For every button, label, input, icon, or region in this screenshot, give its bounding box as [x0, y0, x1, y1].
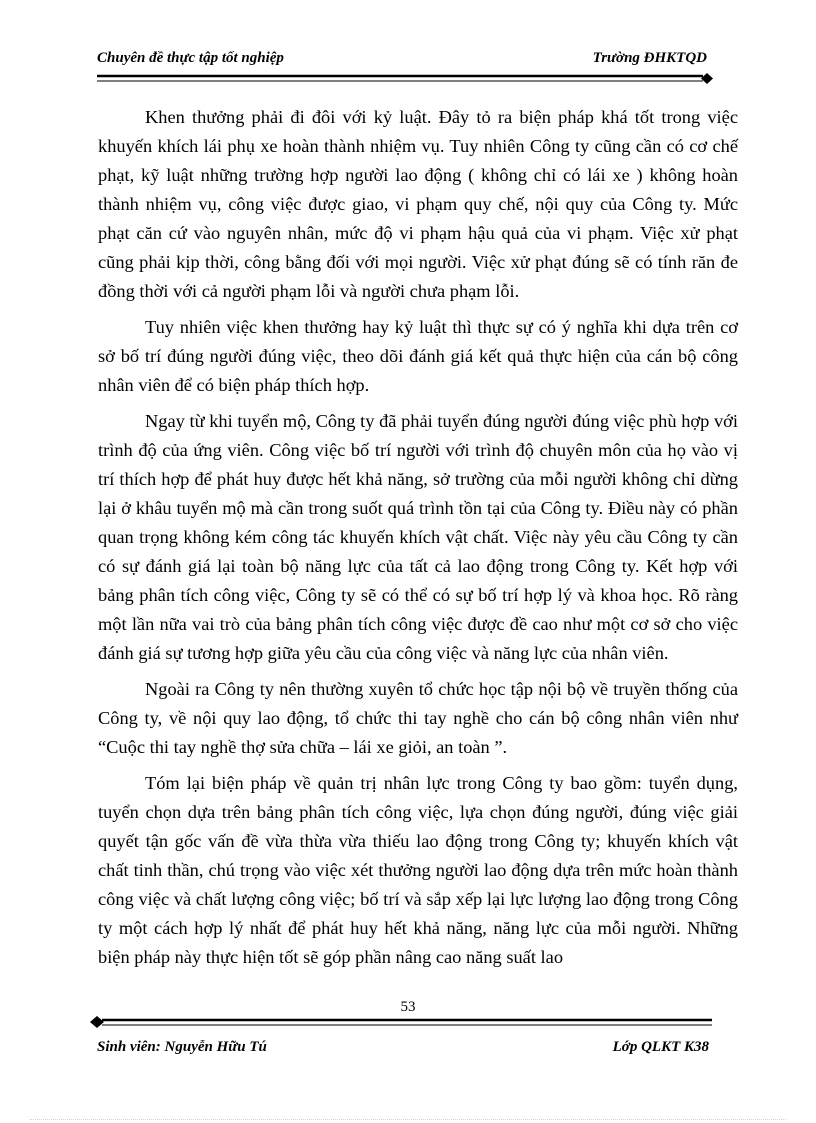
footer-rule [90, 1015, 712, 1029]
paragraph: Ngay từ khi tuyển mộ, Công ty đã phải tuyển đúng người đúng việc phù hợp với trình độ của ứng viên. Công việc bố trí người với trình độ chuyên môn của họ vào vị trí thích hợp để phát huy được hết khả năng, sở trường của mỗi người không chỉ dừng lại ở khâu tuyển mộ mà cần trong suốt quá trình tồn tại của Công ty. Điều này có phần quan trọng không kém công tác khuyến khích vật chất. Việc này yêu cầu Công ty cần có sự đánh giá lại toàn bộ năng lực của tất cả lao động trong Công ty. Kết hợp với bảng phân tích công việc, Công ty sẽ có thể có sự bố trí hợp lý và khoa học. Rõ ràng một lần nữa vai trò của bảng phân tích công việc được đề cao như một cơ sở cho việc đánh giá sự tương hợp giữa yêu cầu của công việc và năng lực của nhân viên. [98, 411, 738, 663]
page-header [97, 48, 709, 72]
header-document-title: Chuyên đề thực tập tốt nghiệp [97, 50, 284, 66]
header-rule-diamond-icon [701, 73, 713, 84]
page-footer [97, 1037, 709, 1059]
footer-student-name: Sinh viên: Nguyễn Hữu Tú [97, 1039, 267, 1055]
page-bottom-border [30, 1119, 786, 1120]
paragraph: Khen thưởng phải đi đôi với kỷ luật. Đây tỏ ra biện pháp khá tốt trong việc khuyến khích lái phụ xe hoàn thành nhiệm vụ. Tuy nhiên Công ty cũng cần có cơ chế phạt, kỹ luật những trường hợp người lao động ( không chỉ có lái xe ) không hoàn thành nhiệm vụ, công việc được giao, vi phạm quy chế, nội quy của Công ty. Mức phạt căn cứ vào nguyên nhân, mức độ vi phạm hậu quả của vi phạm. Việc xử phạt cũng phải kịp thời, công bằng đối với mọi người. Việc xử phạt đúng sẽ có tính răn đe đồng thời với cả người phạm lỗi và người chưa phạm lỗi. [98, 107, 738, 301]
footer-rule-diamond-icon [90, 1016, 104, 1028]
paragraph: Tóm lại biện pháp về quản trị nhân lực trong Công ty bao gồm: tuyển dụng, tuyển chọn dựa trên bảng phân tích công việc, lựa chọn đúng người, đúng việc giải quyết tận gốc vấn đề vừa thừa vừa thiếu lao động trong Công ty; khuyến khích vật chất tinh thần, chú trọng vào việc xét thưởng người lao động dựa trên mức hoàn thành công việc và chất lượng công việc; bố trí và sắp xếp lại lực lượng lao động trong Công ty một cách hợp lý nhất để phát huy hết khả năng, năng lực của mỗi người. Những biện pháp này thực hiện tốt sẽ góp phần nâng cao năng suất lao [98, 773, 738, 967]
body-text [98, 103, 738, 979]
paragraph: Tuy nhiên việc khen thưởng hay kỷ luật thì thực sự có ý nghĩa khi dựa trên cơ sở bố trí đúng người đúng việc, theo dõi đánh giá kết quả thực hiện của cán bộ công nhân viên để có biện pháp thích hợp. [98, 317, 738, 395]
page-number: 53 [400, 999, 416, 1015]
footer-class-name: Lớp QLKT K38 [612, 1039, 709, 1055]
paragraph: Ngoài ra Công ty nên thường xuyên tổ chức học tập nội bộ về truyền thống của Công ty, về nội quy lao động, tổ chức thi tay nghề cho cán bộ công nhân viên như “Cuộc thi tay nghề thợ sửa chữa – lái xe giỏi, an toàn ”. [98, 679, 738, 757]
header-rule [97, 73, 713, 85]
header-school-name: Trường ĐHKTQD [592, 50, 707, 66]
